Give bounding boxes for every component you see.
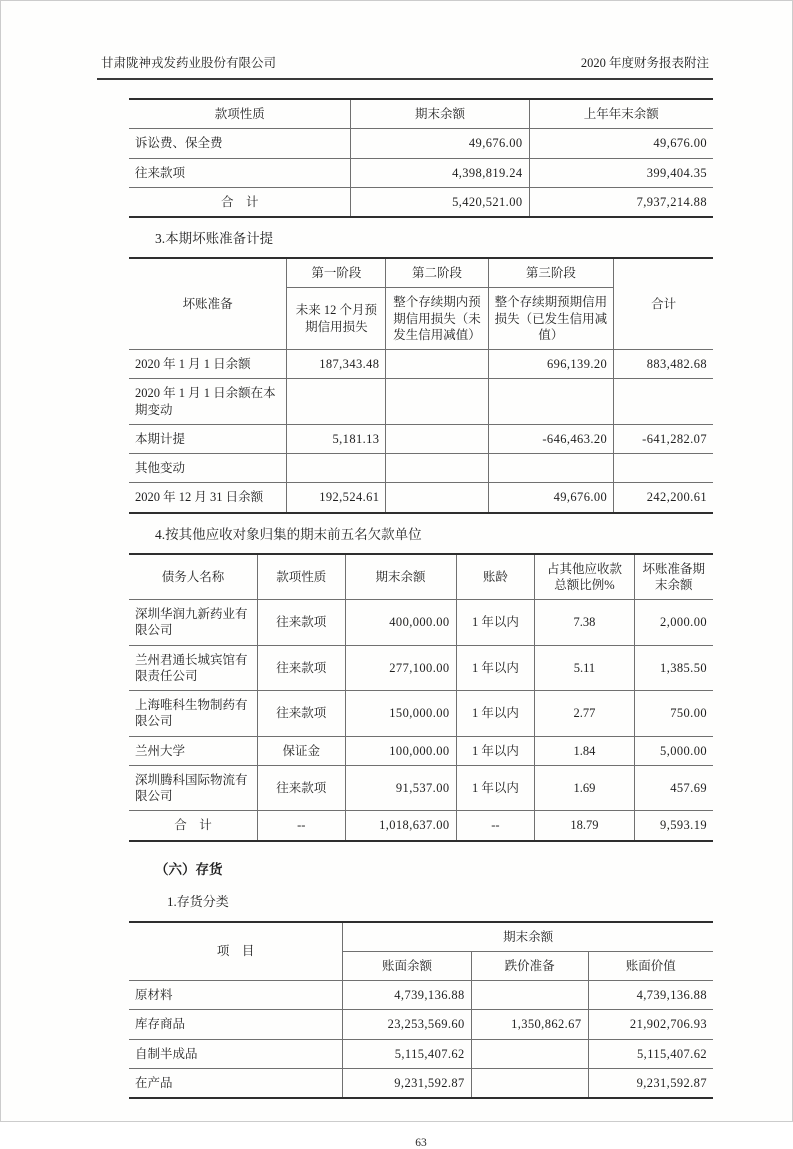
table-total-row (129, 811, 713, 841)
inventory-classification-table (129, 921, 713, 1100)
section-heading-top-debtors: 4.按其他应收对象归集的期末前五名欠款单位 (155, 526, 422, 542)
column-subheader: 跌价准备 (471, 951, 588, 980)
debtor-name: 深圳腾科国际物流有限公司 (129, 765, 257, 811)
table-row (129, 600, 713, 646)
table-cell: 保证金 (257, 736, 345, 765)
column-header: 款项性质 (257, 554, 345, 600)
column-subheader: 账面余额 (343, 951, 471, 980)
debtor-name: 兰州君通长城宾馆有限责任公司 (129, 645, 257, 691)
table-cell: 1 年以内 (456, 691, 535, 737)
row-label: 本期计提 (129, 424, 287, 453)
numeric-cell: 1,350,862.67 (471, 1010, 588, 1039)
numeric-cell (471, 1039, 588, 1068)
row-label: 库存商品 (129, 1010, 343, 1039)
table-cell: 往来款项 (257, 765, 345, 811)
numeric-cell (386, 424, 488, 453)
table-row (129, 645, 713, 691)
table-header-row (129, 922, 713, 952)
row-label: 2020 年 1 月 1 日余额在本期变动 (129, 379, 287, 425)
column-header: 坏账准备 (129, 258, 287, 350)
numeric-cell: 49,676.00 (488, 483, 614, 513)
table-cell: 往来款项 (257, 600, 345, 646)
numeric-cell: 5,181.13 (287, 424, 386, 453)
table-cell: 1.84 (535, 736, 634, 765)
table-cell: 1 年以内 (456, 765, 535, 811)
column-header: 项 目 (129, 922, 343, 981)
column-header: 第二阶段 (386, 258, 488, 288)
column-header: 占其他应收款总额比例% (535, 554, 634, 600)
numeric-cell: -641,282.07 (614, 424, 713, 453)
column-header: 期末余额 (345, 554, 456, 600)
column-subheader: 整个存续期内预期信用损失（未发生信用减值） (386, 288, 488, 350)
table-row (129, 483, 713, 513)
page-header (97, 53, 713, 80)
table-cell: 往来款项 (257, 645, 345, 691)
section-heading-bad-debt-provision: 3.本期坏账准备计提 (155, 231, 274, 246)
column-header: 账龄 (456, 554, 535, 600)
row-label: 在产品 (129, 1068, 343, 1098)
column-header: 期末余额 (351, 99, 529, 129)
numeric-cell (488, 379, 614, 425)
table-cell: 7.38 (535, 600, 634, 646)
numeric-cell: 5,420,521.00 (351, 187, 529, 217)
numeric-cell (471, 1068, 588, 1098)
page-number: 63 (415, 1137, 427, 1149)
row-label: 合 计 (129, 187, 351, 217)
table-cell: 1 年以内 (456, 645, 535, 691)
numeric-cell: 277,100.00 (345, 645, 456, 691)
numeric-cell: 150,000.00 (345, 691, 456, 737)
numeric-cell: 4,739,136.88 (343, 981, 471, 1010)
numeric-cell: 242,200.61 (614, 483, 713, 513)
numeric-cell: 1,385.50 (634, 645, 713, 691)
numeric-cell (287, 454, 386, 483)
numeric-cell: 4,739,136.88 (588, 981, 713, 1010)
numeric-cell: 100,000.00 (345, 736, 456, 765)
table-cell: 往来款项 (257, 691, 345, 737)
numeric-cell (471, 981, 588, 1010)
table-row (129, 736, 713, 765)
top-five-debtors-table (129, 553, 713, 842)
numeric-cell (287, 379, 386, 425)
row-label: 诉讼费、保全费 (129, 129, 351, 158)
table-cell: 5.11 (535, 645, 634, 691)
numeric-cell: 23,253,569.60 (343, 1010, 471, 1039)
numeric-cell: 187,343.48 (287, 350, 386, 379)
numeric-cell: 1,018,637.00 (345, 811, 456, 841)
column-header: 债务人名称 (129, 554, 257, 600)
numeric-cell: 5,115,407.62 (588, 1039, 713, 1068)
table-row (129, 691, 713, 737)
table-row (129, 765, 713, 811)
table-header-row (129, 99, 713, 129)
table-header-row (129, 554, 713, 600)
numeric-cell (488, 454, 614, 483)
row-label: 2020 年 1 月 1 日余额 (129, 350, 287, 379)
numeric-cell: 9,593.19 (634, 811, 713, 841)
report-title: 2020 年度财务报表附注 (580, 56, 709, 70)
debtor-name: 深圳华润九新药业有限公司 (129, 600, 257, 646)
debtor-name: 兰州大学 (129, 736, 257, 765)
debtor-name: 上海唯科生物制药有限公司 (129, 691, 257, 737)
numeric-cell: 696,139.20 (488, 350, 614, 379)
numeric-cell: 49,676.00 (529, 129, 713, 158)
numeric-cell: 2,000.00 (634, 600, 713, 646)
row-label: 2020 年 12 月 31 日余额 (129, 483, 287, 513)
column-header: 第一阶段 (287, 258, 386, 288)
numeric-cell: 4,398,819.24 (351, 158, 529, 187)
column-subheader: 未来 12 个月预期信用损失 (287, 288, 386, 350)
table-cell: -- (456, 811, 535, 841)
numeric-cell (386, 454, 488, 483)
column-header: 合计 (614, 258, 713, 350)
numeric-cell: 21,902,706.93 (588, 1010, 713, 1039)
table-cell: 1.69 (535, 765, 634, 811)
table-cell: -- (257, 811, 345, 841)
numeric-cell (614, 379, 713, 425)
numeric-cell (386, 350, 488, 379)
table-cell: 2.77 (535, 691, 634, 737)
table-cell: 1 年以内 (456, 600, 535, 646)
table-row (129, 1068, 713, 1098)
table-cell: 1 年以内 (456, 736, 535, 765)
numeric-cell: 399,404.35 (529, 158, 713, 187)
section-heading-inventory: （六）存货 (155, 861, 223, 877)
numeric-cell: 883,482.68 (614, 350, 713, 379)
payment-nature-table (129, 98, 713, 218)
numeric-cell: 400,000.00 (345, 600, 456, 646)
table-total-row (129, 187, 713, 217)
row-label: 其他变动 (129, 454, 287, 483)
company-name: 甘肃陇神戎发药业股份有限公司 (101, 56, 277, 70)
table-row (129, 350, 713, 379)
table-cell: 18.79 (535, 811, 634, 841)
numeric-cell: 5,000.00 (634, 736, 713, 765)
table-row (129, 379, 713, 425)
page-content (129, 98, 713, 1149)
column-header: 款项性质 (129, 99, 351, 129)
numeric-cell (386, 483, 488, 513)
numeric-cell: 49,676.00 (351, 129, 529, 158)
bad-debt-provision-table (129, 257, 713, 514)
row-label: 自制半成品 (129, 1039, 343, 1068)
numeric-cell (614, 454, 713, 483)
column-header: 上年年末余额 (529, 99, 713, 129)
numeric-cell: 5,115,407.62 (343, 1039, 471, 1068)
table-row (129, 1039, 713, 1068)
numeric-cell: 750.00 (634, 691, 713, 737)
table-row (129, 424, 713, 453)
numeric-cell: 192,524.61 (287, 483, 386, 513)
table-row (129, 158, 713, 187)
column-subheader: 账面价值 (588, 951, 713, 980)
column-subheader: 整个存续期预期信用损失（已发生信用减值） (488, 288, 614, 350)
numeric-cell (386, 379, 488, 425)
table-header-row (129, 258, 713, 288)
numeric-cell: 9,231,592.87 (588, 1068, 713, 1098)
subsection-heading-inventory-classification: 1.存货分类 (167, 893, 229, 909)
table-row (129, 981, 713, 1010)
numeric-cell: -646,463.20 (488, 424, 614, 453)
table-row (129, 1010, 713, 1039)
row-label: 合 计 (129, 811, 257, 841)
row-label: 往来款项 (129, 158, 351, 187)
column-header: 坏账准备期末余额 (634, 554, 713, 600)
row-label: 原材料 (129, 981, 343, 1010)
numeric-cell: 7,937,214.88 (529, 187, 713, 217)
numeric-cell: 457.69 (634, 765, 713, 811)
numeric-cell: 9,231,592.87 (343, 1068, 471, 1098)
numeric-cell: 91,537.00 (345, 765, 456, 811)
column-header: 第三阶段 (488, 258, 614, 288)
table-row (129, 129, 713, 158)
column-group-header: 期末余额 (343, 922, 713, 952)
table-row (129, 454, 713, 483)
